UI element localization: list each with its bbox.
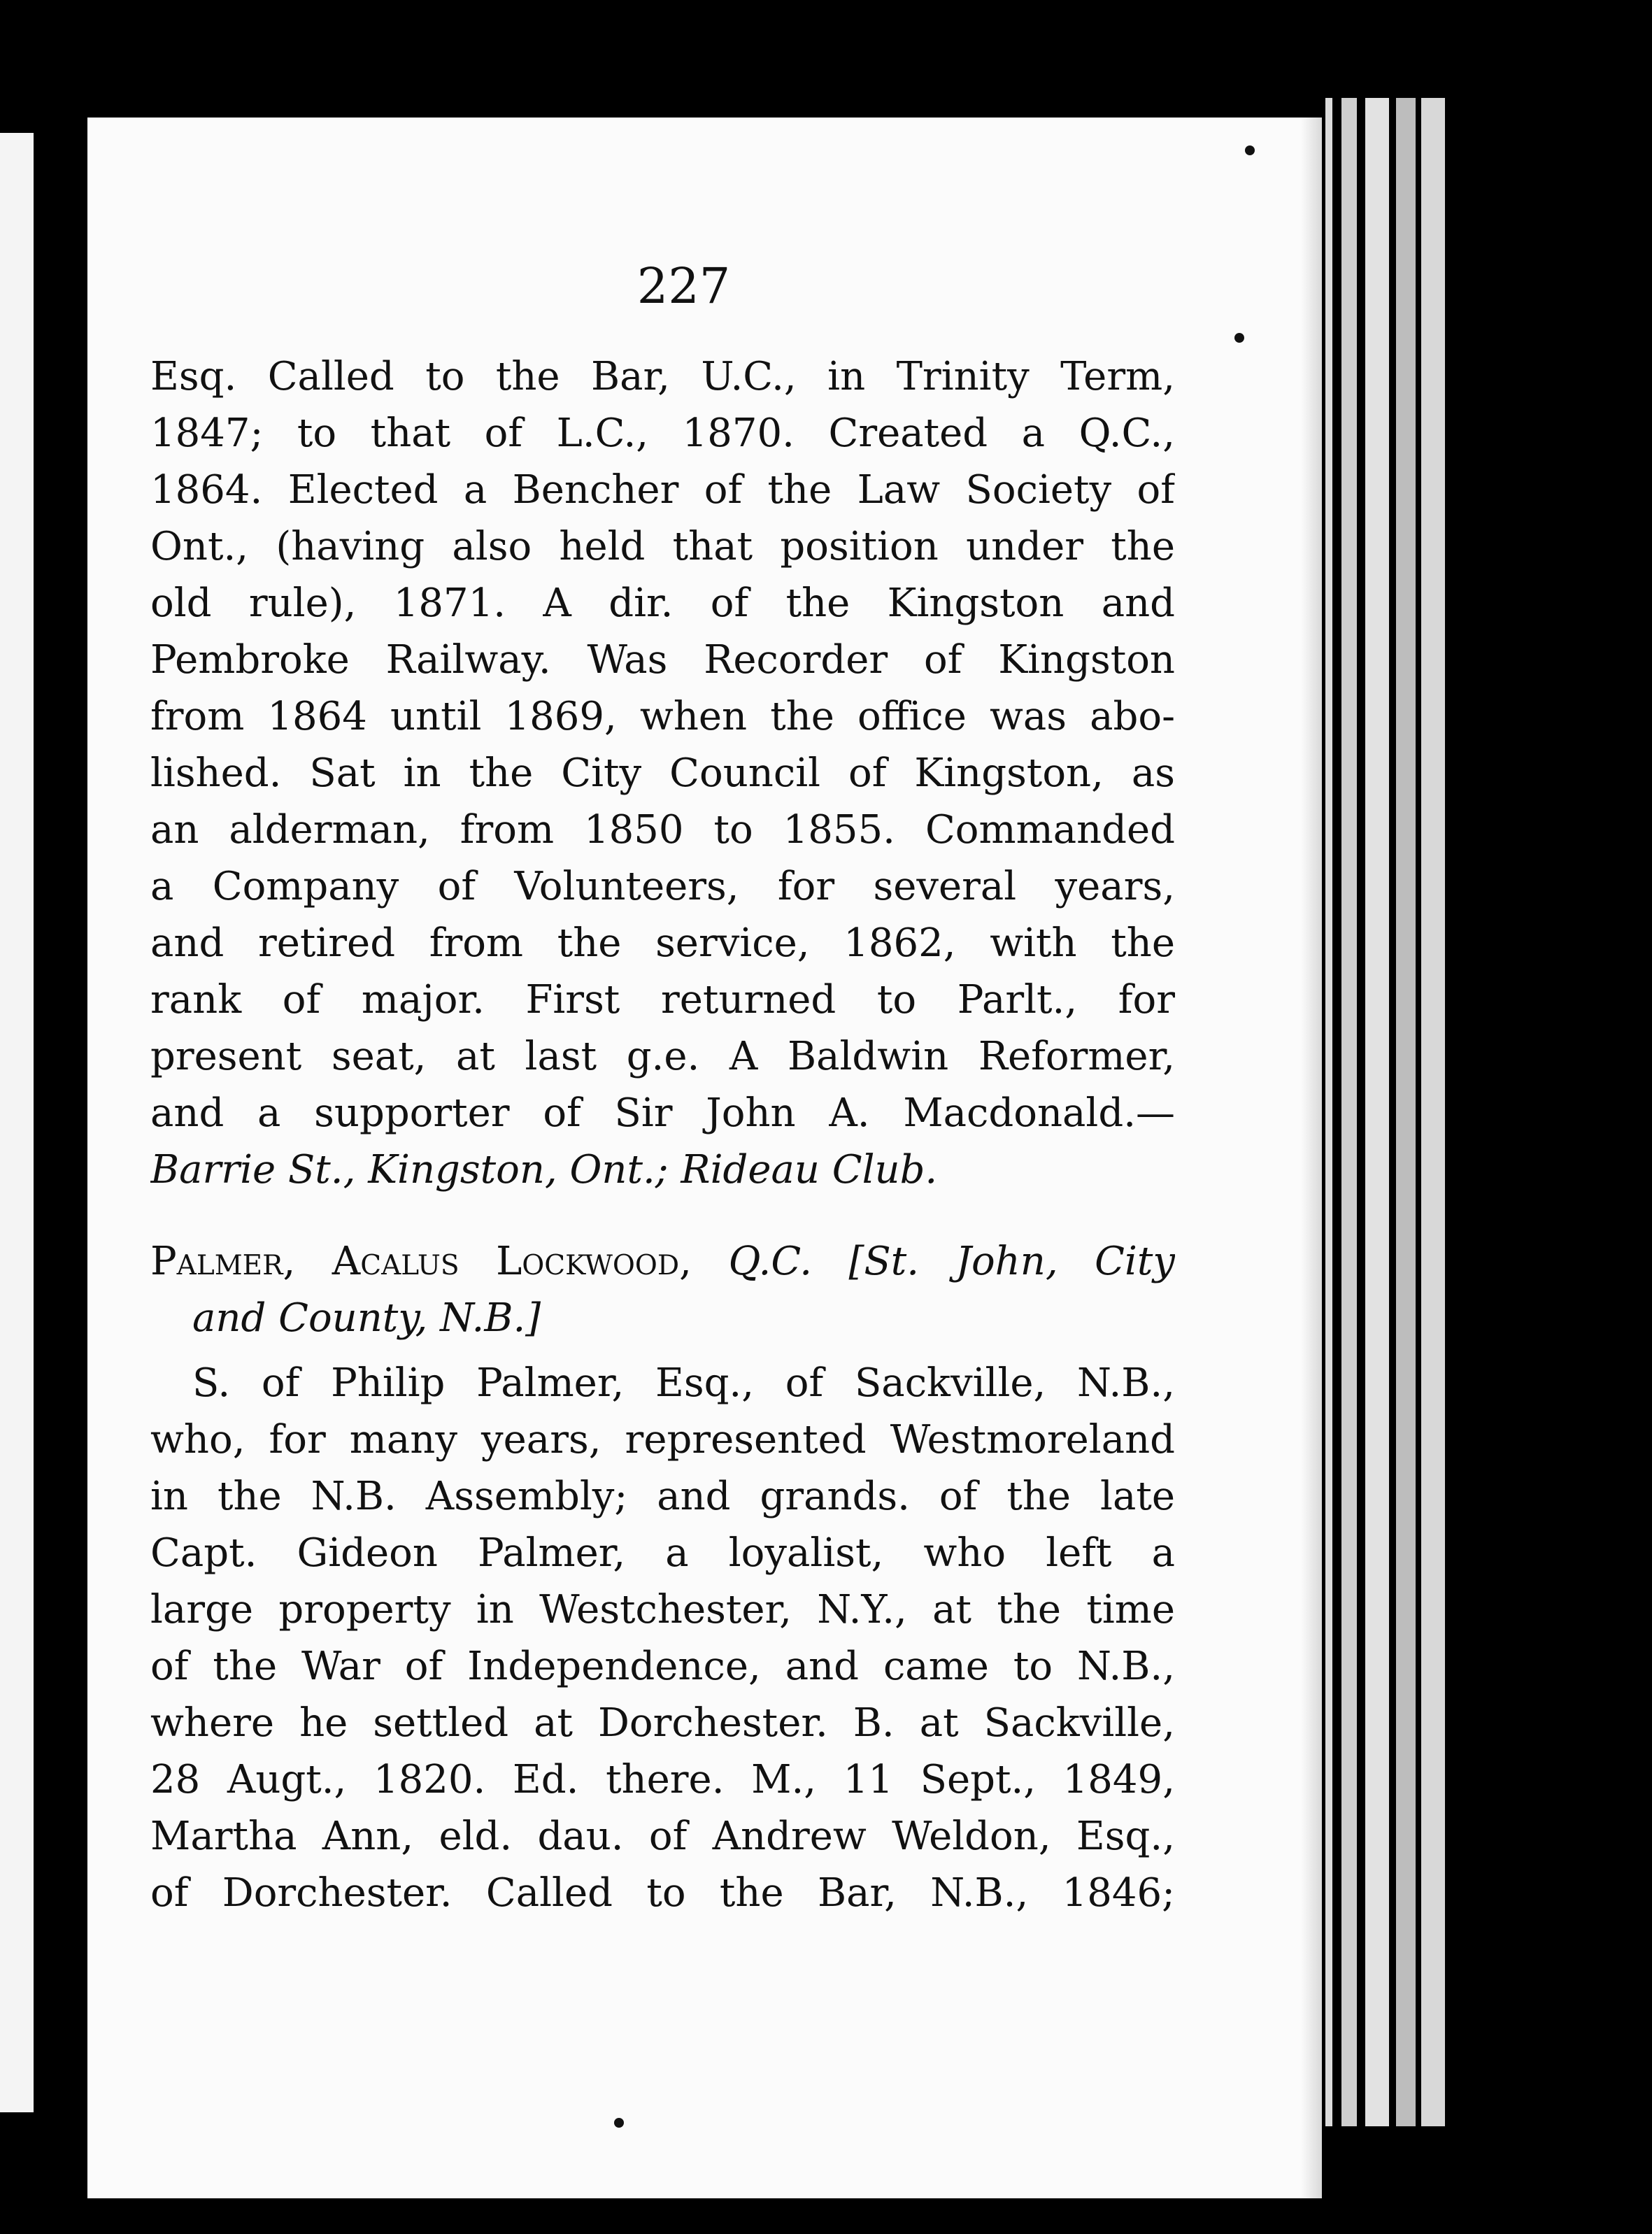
entry-continuation — [150, 348, 1175, 1198]
text-line: who, for many years, represented Westmoreland — [150, 1417, 1175, 1463]
previous-page-edge — [0, 133, 34, 2112]
book-page — [87, 118, 1322, 2198]
book-edge — [1365, 98, 1389, 2126]
text-line: Martha Ann, eld. dau. of Andrew Weldon, Esq., — [150, 1814, 1175, 1859]
text-line: Ont., (having also held that position under the — [150, 524, 1175, 569]
speck — [1245, 145, 1255, 155]
text-line: and a supporter of Sir John A. Macdonald.— — [150, 1090, 1175, 1136]
text-line: 1864. Elected a Bencher of the Law Society of — [150, 467, 1175, 513]
text-line: of the War of Independence, and came to N.B., — [150, 1644, 1175, 1689]
text-line: an alderman, from 1850 to 1855. Commanded — [150, 807, 1175, 853]
page-number: 227 — [636, 257, 731, 315]
text-line: Capt. Gideon Palmer, a loyalist, who left a — [150, 1530, 1175, 1576]
address-line: Barrie St., Kingston, Ont.; Rideau Club. — [150, 1147, 938, 1193]
text-line: lished. Sat in the City Council of Kingston, as — [150, 750, 1175, 796]
entry-heading-seat-continued: and County, N.B.] — [192, 1295, 541, 1341]
text-line: 1847; to that of L.C., 1870. Created a Q.C., — [150, 411, 1175, 456]
text-line: Pembroke Railway. Was Recorder of Kingston — [150, 637, 1175, 683]
text-line: present seat, at last g.e. A Baldwin Reformer, — [150, 1034, 1175, 1079]
text-line: large property in Westchester, N.Y., at the time — [150, 1587, 1175, 1632]
text-line: and retired from the service, 1862, with the — [150, 920, 1175, 966]
entry-heading — [150, 1233, 1175, 1290]
page-gutter-shadow — [1301, 118, 1322, 2198]
speck — [1234, 333, 1244, 343]
entry-heading-name: Palmer, Acalus Lockwood, — [150, 1239, 692, 1284]
text-line: Esq. Called to the Bar, U.C., in Trinity Term, — [150, 354, 1175, 399]
entry-palmer — [150, 1233, 1175, 1921]
text-line: a Company of Volunteers, for several years, — [150, 864, 1175, 909]
text-line: from 1864 until 1869, when the office was abo- — [150, 694, 1175, 739]
entry-separator — [150, 1198, 1175, 1233]
entry-heading-seat: [St. John, City — [848, 1239, 1175, 1284]
entry-heading-title: Q.C. — [728, 1239, 813, 1284]
text-line: rank of major. First returned to Parlt., for — [150, 977, 1175, 1023]
speck — [614, 2118, 624, 2128]
book-edge — [1421, 98, 1445, 2126]
book-edge — [1325, 98, 1332, 2126]
book-edge — [1341, 98, 1357, 2126]
text-line: in the N.B. Assembly; and grands. of the late — [150, 1474, 1175, 1519]
text-line: of Dorchester. Called to the Bar, N.B., 1846; — [150, 1870, 1175, 1916]
book-edge — [1396, 98, 1416, 2126]
text-line: S. of Philip Palmer, Esq., of Sackville, N.B., — [192, 1360, 1175, 1406]
page-text — [150, 348, 1175, 1921]
text-line: 28 Augt., 1820. Ed. there. M., 11 Sept., 1849, — [150, 1757, 1175, 1802]
text-line: old rule), 1871. A dir. of the Kingston and — [150, 581, 1175, 626]
text-line: where he settled at Dorchester. B. at Sackville, — [150, 1700, 1175, 1746]
